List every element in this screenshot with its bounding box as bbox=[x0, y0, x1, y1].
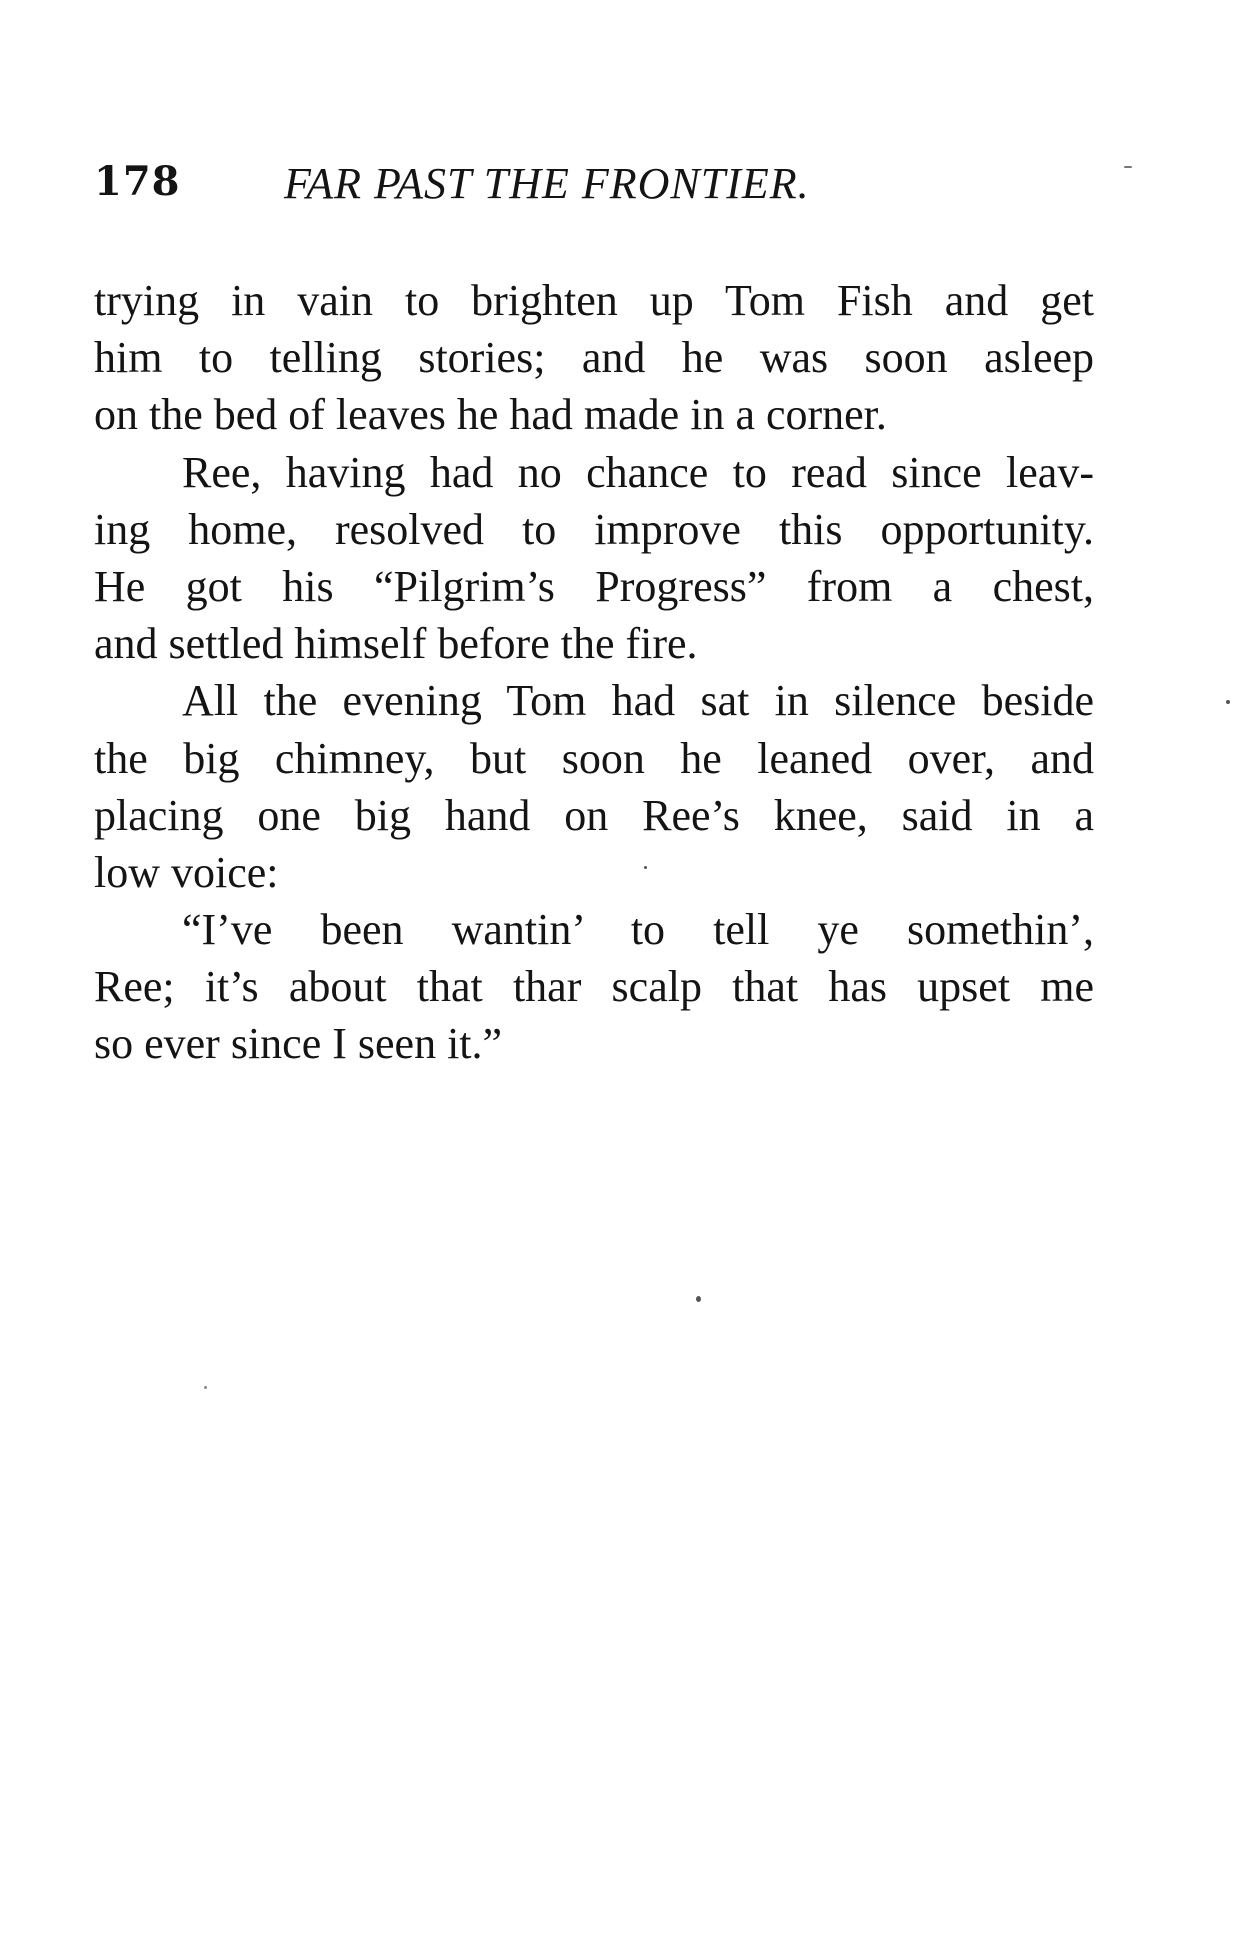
text-line: ing home, resolved to improve this opportunity. bbox=[94, 504, 1094, 554]
text-line: Ree; it’s about that thar scalp that has upset me bbox=[94, 962, 1094, 1012]
text-line: low voice: bbox=[94, 847, 279, 897]
ink-speck bbox=[644, 866, 647, 869]
ink-speck bbox=[1226, 700, 1230, 704]
text-line: “I’ve been wantin’ to tell ye somethin’, bbox=[182, 905, 1094, 955]
paragraph bbox=[94, 444, 1094, 673]
page-header bbox=[94, 158, 1094, 214]
ink-speck bbox=[204, 1386, 207, 1389]
running-title: FAR PAST THE FRONTIER. bbox=[284, 159, 810, 208]
paragraph bbox=[94, 672, 1094, 901]
text-line: He got his “Pilgrim’s Progress” from a chest, bbox=[94, 561, 1094, 611]
ink-speck bbox=[1124, 166, 1132, 168]
text-line: Ree, having had no chance to read since leav- bbox=[182, 447, 1094, 497]
page-number: 178 bbox=[94, 158, 181, 205]
paragraph bbox=[94, 272, 1094, 444]
text-line: trying in vain to brighten up Tom Fish and get bbox=[94, 276, 1094, 325]
text-line: so ever since I seen it.” bbox=[94, 1019, 503, 1069]
text-line: him to telling stories; and he was soon asleep bbox=[94, 333, 1094, 383]
text-line: on the bed of leaves he had made in a corner. bbox=[94, 390, 887, 440]
paragraph bbox=[94, 901, 1094, 1073]
text-line: the big chimney, but soon he leaned over, and bbox=[94, 733, 1094, 783]
ink-speck bbox=[696, 1296, 701, 1302]
body-text bbox=[94, 272, 1094, 1073]
text-line: and settled himself before the fire. bbox=[94, 619, 698, 669]
text-line: placing one big hand on Ree’s knee, said in a bbox=[94, 790, 1094, 840]
text-line: All the evening Tom had sat in silence beside bbox=[182, 676, 1094, 726]
